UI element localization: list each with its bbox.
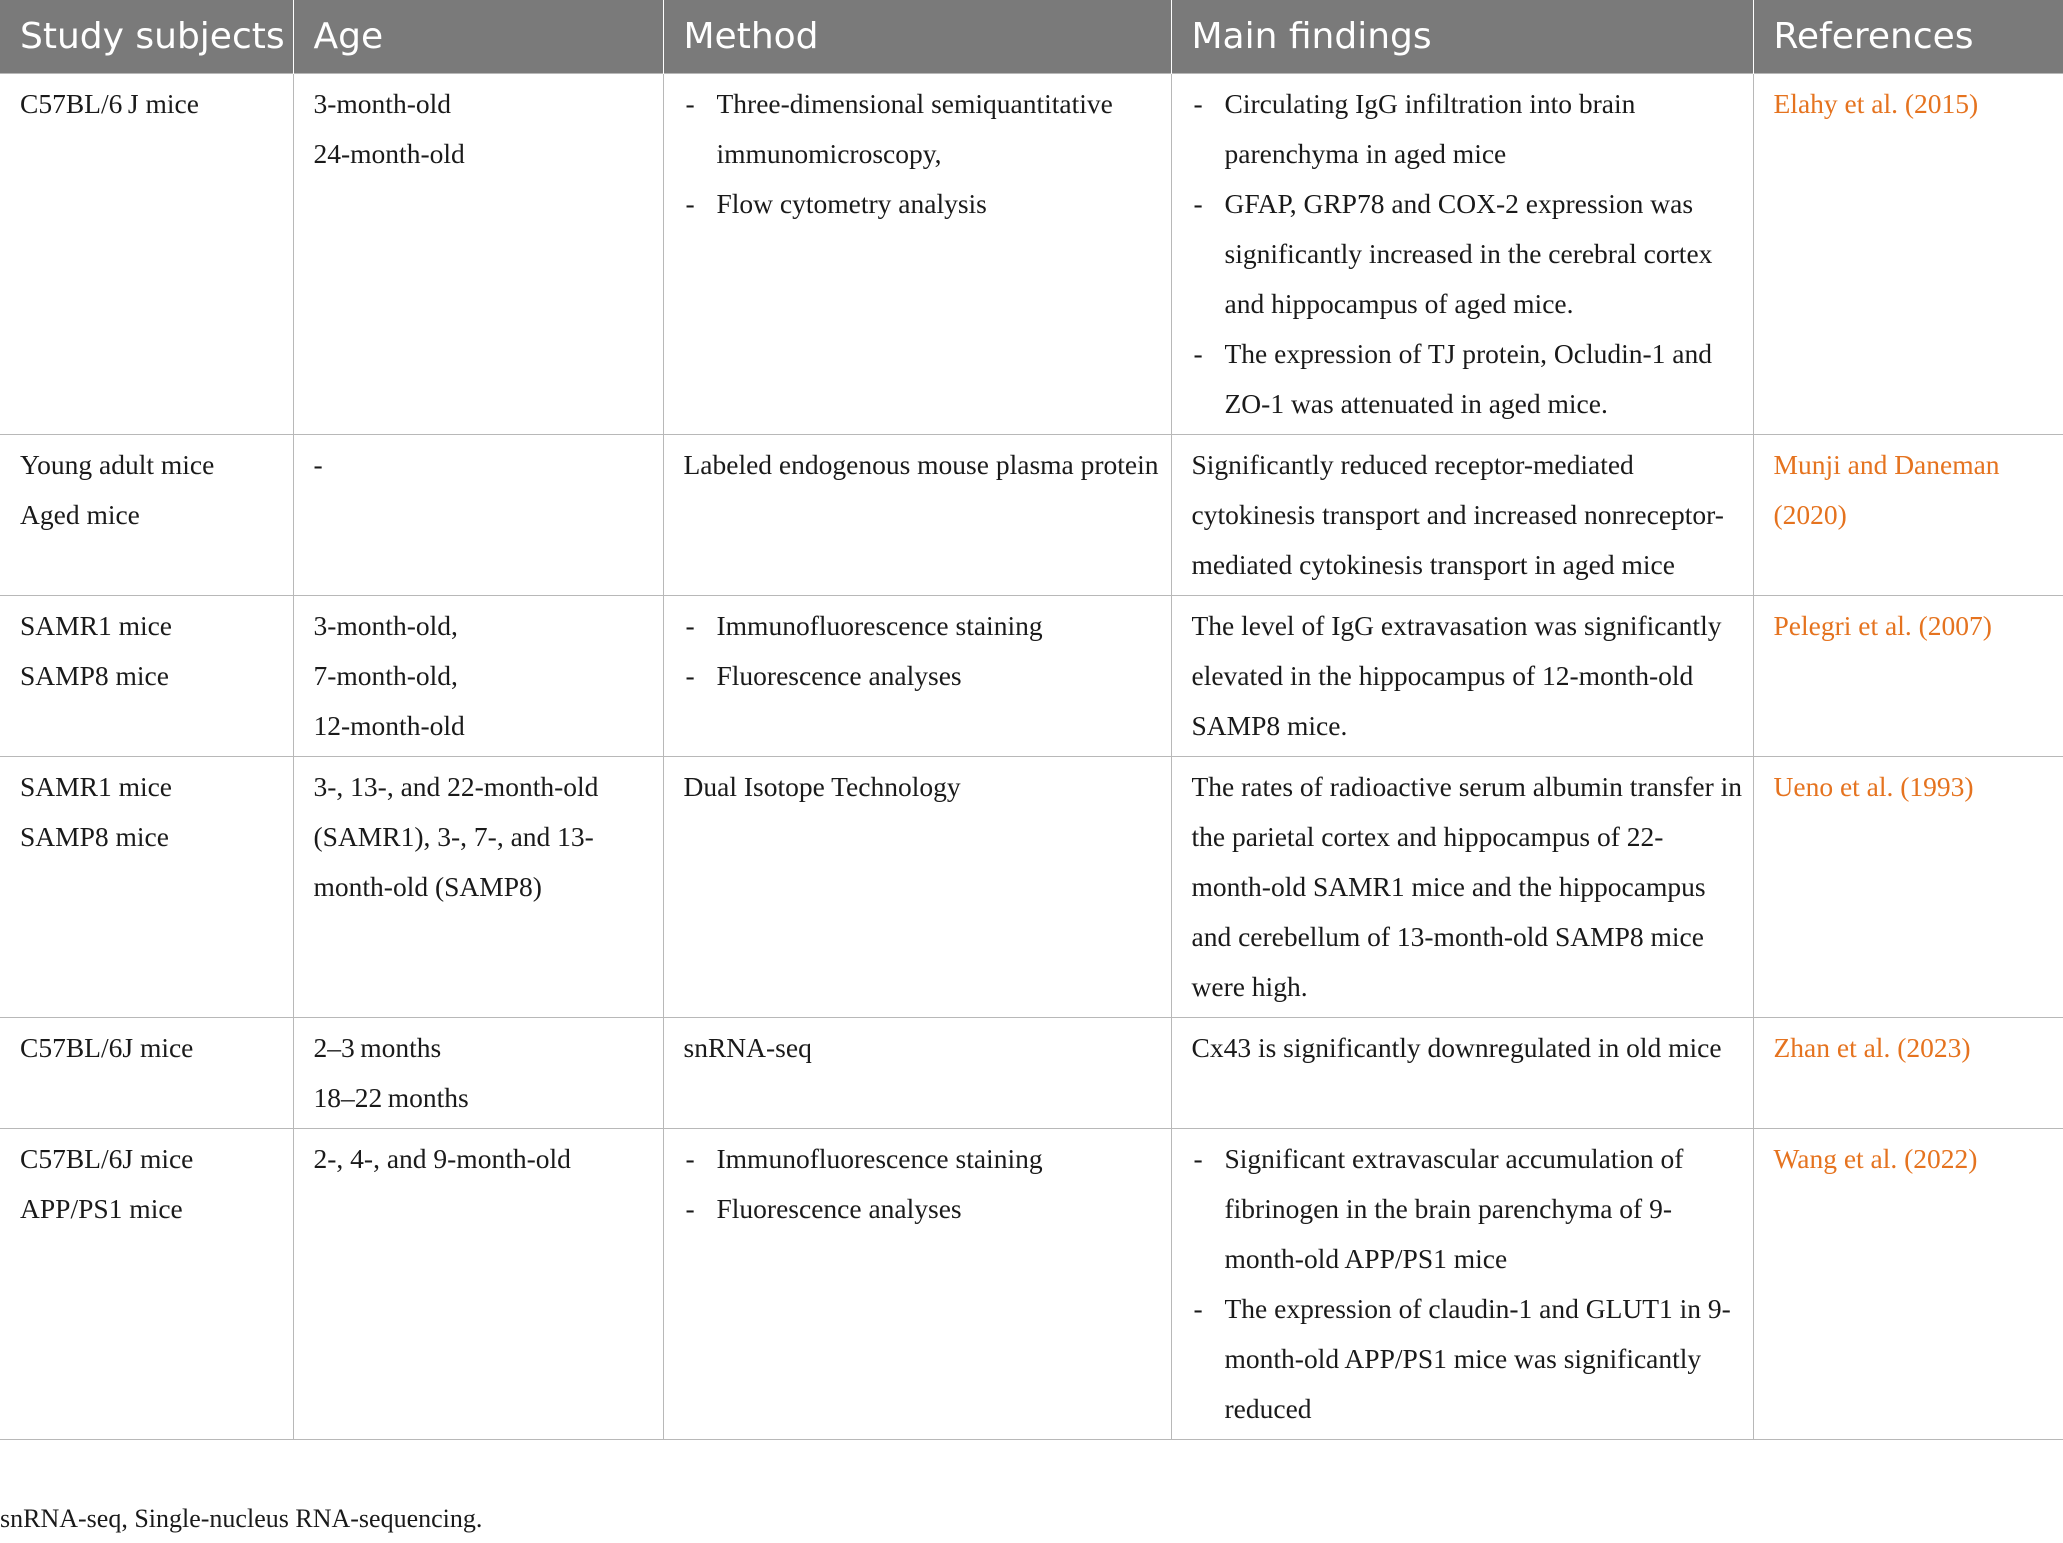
table-body [0, 73, 2063, 1439]
cell-age-line: - [313, 448, 323, 480]
cell-main-findings [1171, 1017, 1753, 1128]
cell-method-list-item: - Immunofluorescence staining [684, 601, 1161, 651]
cell-method [663, 1128, 1171, 1439]
cell-age-line: 3-, 13-, and 22-month-old (SAMR1), 3-, 7-, and 13-month-old (SAMP8) [313, 770, 599, 902]
cell-study-subjects [0, 1128, 293, 1439]
header-main-findings: Main findings [1171, 0, 1753, 73]
cell-age-line: 3-month-old, [313, 609, 458, 641]
cell-method-list [684, 1134, 1161, 1234]
reference-link[interactable]: Munji and Daneman (2020) [1773, 448, 2000, 530]
cell-age [293, 756, 663, 1017]
cell-age-line: 24-month-old [313, 137, 465, 169]
cell-age [293, 1128, 663, 1439]
cell-reference [1753, 756, 2063, 1017]
cell-study-subjects-line: Aged mice [20, 498, 140, 530]
cell-study-subjects [0, 73, 293, 434]
cell-study-subjects-line: APP/PS1 mice [20, 1192, 183, 1224]
cell-age [293, 595, 663, 756]
cell-method-list-item: - Fluorescence analyses [684, 1184, 1161, 1234]
cell-study-subjects-line: SAMP8 mice [20, 659, 169, 691]
cell-study-subjects-line: C57BL/6J mice [20, 1142, 194, 1174]
cell-method-list-item: - Fluorescence analyses [684, 651, 1161, 701]
cell-age-line: 2-, 4-, and 9-month-old [313, 1142, 571, 1174]
reference-link[interactable]: Ueno et al. (1993) [1773, 770, 1974, 802]
cell-study-subjects-line: SAMR1 mice [20, 770, 173, 802]
cell-main-findings-list [1192, 1134, 1743, 1434]
cell-main-findings-list-item: - Significant extravascular accumulation of fibrinogen in the brain parenchyma of 9-month-old APP/PS1 mice [1192, 1134, 1743, 1284]
table-row [0, 756, 2063, 1017]
cell-method-text: Labeled endogenous mouse plasma protein [683, 448, 1159, 480]
cell-age-line: 18–22 months [313, 1081, 469, 1113]
cell-reference [1753, 1128, 2063, 1439]
header-age: Age [293, 0, 663, 73]
table-header [0, 0, 2063, 73]
cell-method-text: snRNA-seq [683, 1031, 812, 1063]
reference-link[interactable]: Pelegri et al. (2007) [1773, 609, 1992, 641]
cell-study-subjects-line: C57BL/6J mice [20, 1031, 194, 1063]
cell-method [663, 1017, 1171, 1128]
table-row [0, 1017, 2063, 1128]
header-study-subjects: Study subjects [0, 0, 293, 73]
cell-main-findings-text: The rates of radioactive serum albumin transfer in the parietal cortex and hippocampus of 22-month-old SAMR1 mice and the hippocampus and cerebellum of 13-month-old SAMP8 mice were high. [1191, 770, 1743, 1002]
cell-main-findings-text: Cx43 is significantly downregulated in old mice [1191, 1031, 1722, 1063]
cell-age [293, 1017, 663, 1128]
cell-age-line: 2–3 months [313, 1031, 442, 1063]
cell-main-findings-text: The level of IgG extravasation was significantly elevated in the hippocampus of 12-month-old SAMP8 mice. [1191, 609, 1722, 741]
header-row [0, 0, 2063, 73]
cell-main-findings [1171, 73, 1753, 434]
cell-study-subjects-line: C57BL/6 J mice [20, 87, 199, 119]
cell-age-line: 12-month-old [313, 709, 465, 741]
cell-method-list-item: - Three-dimensional semiquantitative immunomicroscopy, [684, 79, 1161, 179]
cell-main-findings-list-item: - The expression of claudin-1 and GLUT1 in 9-month-old APP/PS1 mice was significantly reduced [1192, 1284, 1743, 1434]
cell-reference [1753, 73, 2063, 434]
header-method: Method [663, 0, 1171, 73]
cell-main-findings [1171, 595, 1753, 756]
cell-method-list [684, 601, 1161, 701]
table-row [0, 1128, 2063, 1439]
table-footnote: snRNA-seq, Single-nucleus RNA-sequencing. [0, 1504, 483, 1533]
cell-method-list [684, 79, 1161, 229]
cell-method [663, 73, 1171, 434]
cell-main-findings-text: Significantly reduced receptor-mediated cytokinesis transport and increased nonreceptor-mediated cytokinesis transport in aged mice [1191, 448, 1724, 580]
cell-main-findings-list-item: - Circulating IgG infiltration into brain parenchyma in aged mice [1192, 79, 1743, 179]
reference-link[interactable]: Wang et al. (2022) [1773, 1142, 1978, 1174]
cell-age-line: 7-month-old, [313, 659, 458, 691]
cell-study-subjects [0, 434, 293, 595]
table-row [0, 434, 2063, 595]
cell-study-subjects-line: SAMP8 mice [20, 820, 169, 852]
cell-method [663, 595, 1171, 756]
cell-main-findings-list-item: - GFAP, GRP78 and COX-2 expression was significantly increased in the cerebral cortex and hippocampus of aged mice. [1192, 179, 1743, 329]
cell-reference [1753, 595, 2063, 756]
cell-main-findings [1171, 1128, 1753, 1439]
cell-main-findings-list-item: - The expression of TJ protein, Ocludin-1 and ZO-1 was attenuated in aged mice. [1192, 329, 1743, 429]
cell-method [663, 756, 1171, 1017]
cell-method-text: Dual Isotope Technology [683, 770, 961, 802]
cell-main-findings [1171, 434, 1753, 595]
cell-main-findings [1171, 756, 1753, 1017]
cell-study-subjects [0, 756, 293, 1017]
cell-method-list-item: - Flow cytometry analysis [684, 179, 1161, 229]
table-row [0, 73, 2063, 434]
cell-age [293, 73, 663, 434]
cell-reference [1753, 434, 2063, 595]
cell-method [663, 434, 1171, 595]
header-references: References [1753, 0, 2063, 73]
cell-study-subjects-line: SAMR1 mice [20, 609, 173, 641]
cell-study-subjects [0, 1017, 293, 1128]
reference-link[interactable]: Elahy et al. (2015) [1773, 87, 1979, 119]
reference-link[interactable]: Zhan et al. (2023) [1773, 1031, 1971, 1063]
cell-reference [1753, 1017, 2063, 1128]
cell-method-list-item: - Immunofluorescence staining [684, 1134, 1161, 1184]
cell-study-subjects-line: Young adult mice [20, 448, 215, 480]
table-row [0, 595, 2063, 756]
cell-main-findings-list [1192, 79, 1743, 429]
cell-study-subjects [0, 595, 293, 756]
cell-age-line: 3-month-old [313, 87, 451, 119]
cell-age [293, 434, 663, 595]
